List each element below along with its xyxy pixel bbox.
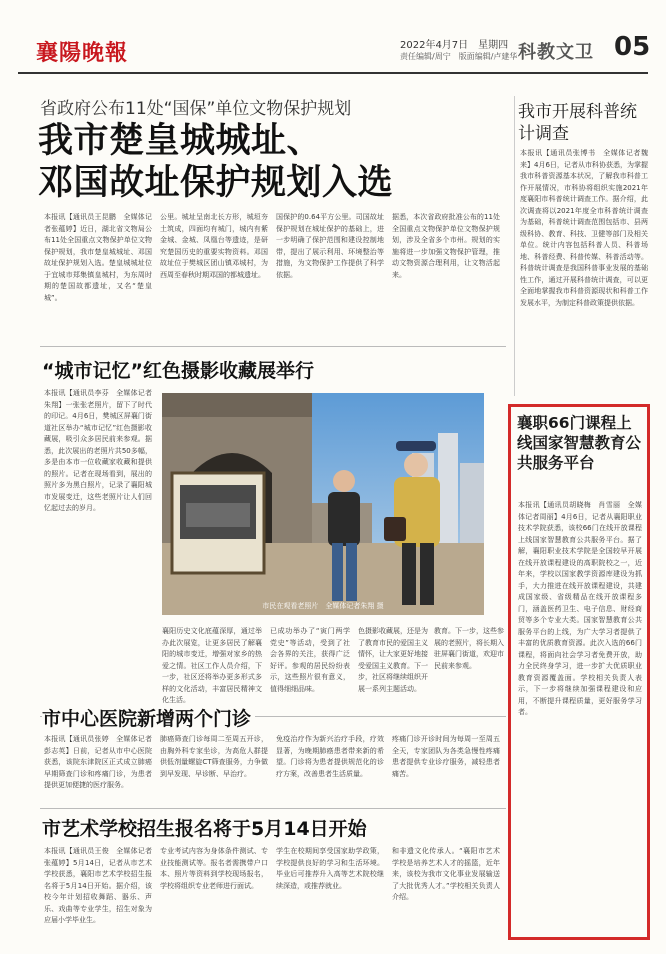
memory-column-4: 色摄影收藏展，还是为了教育市民的爱国主义情怀，让大家更好地接受爱国主义教育。下一步，社区将继续组织开展一系列主题活动。 — [358, 627, 428, 693]
section-divider — [40, 346, 506, 347]
issue-date: 2022年4月7日 星期四 — [400, 40, 509, 51]
memory-column-5: 教育。下一步，这些参展的老照片，将长期入驻屏襄门街道，欢迎市民前来参观。 — [434, 627, 504, 670]
memory-column-1: 本报讯【通讯员李芬 全媒体记者朱翔】一张张老照片，留下了时代的印记。4月6日，樊城区屏襄门街道社区举办“城市记忆”红色摄影收藏展，吸引众多居民前来参观。据悉，此次展出的老照片共50多幅，多是由本市一位收藏家收藏和提供的照片。记者在现场看到，展出的照片多为黑白照片，记录了襄阳城市发展变迁，这些老照片让人们回忆起过去的岁月。 — [44, 389, 152, 512]
art-column-3: 学生在校期间享受国家助学政策，学校提供良好的学习和生活环境。毕业后可推荐升入高等艺术院校继续深造，或推荐就业。 — [276, 847, 384, 890]
lead-column-3: 国保护的0.64平方公里。司国故址保护规划在城址保护的基础上，进一步明确了保护范围和建设控制地带，提出了展示利用、环境整治等措施，为文物保护工作提供了科学依据。 — [276, 213, 384, 279]
exhibition-photo-illustration — [162, 393, 484, 615]
lead-kicker: 省政府公布11处“国保”单位文物保护规划 — [40, 99, 352, 119]
photo-caption: 市民在观看老照片 全媒体记者朱翔 摄 — [262, 602, 384, 610]
sidebar-body: 本报讯【通讯员张博书 全媒体记者魏来】4月6日，记者从市科协获悉，为掌握我市科普资源基本状况，了解我市科普工作开展情况，市科协将组织实施2021年度襄阳市科普统计调查工作。据介绍，此次调查将以2021年度全市科普统计调查为基础，科普统计调查范围包括市、县两级科协、教育、科技、卫健等部门及相关单位。统计内容包括科普人员、科普场地、科普经费、科普传媒、科普活动等。科普统计调查是我国科普事业发展的基础性工作，通过开展科普统计调查，可以更全面地掌握我市科普资源现状和科普工作发展水平，为制定科普政策提供依据。 — [520, 149, 648, 307]
memory-column-2: 襄阳历史文化底蕴深厚，通过举办此次展览，让更多居民了解襄阳的城市变迁，增强对家乡的热爱之情。社区工作人员介绍，下一步，社区还将举办更多形式多样的文化活动，丰富居民精神文化生活。 — [162, 627, 262, 704]
newspaper-logo: 襄陽晚報 — [36, 40, 129, 66]
hospital-headline: 市中心医院新增两个门诊 — [42, 704, 255, 731]
hospital-column-3: 免疫治疗作为新兴治疗手段，疗效显著，为晚期肺癌患者带来新的希望。门诊将为患者提供规范化的诊疗方案，改善患者生活质量。 — [276, 735, 384, 778]
lead-column-2: 公里。城址呈南北长方形，城垣夯土筑成，四面均有城门，城内有紫金城、金城、凤凰台等遗迹，是研究楚国历史的重要实物资料。邓国故址位于樊城区团山镇邓城村，为西周至春秋时期邓国的都城遗址。 — [160, 213, 268, 279]
memory-column-3: 已成功举办了“寅门两学党史”等活动，受到了社会各界的关注，获得广泛好评。参观的居民纷纷表示，这些照片很有意义，值得细细品味。 — [270, 627, 350, 693]
hospital-column-4: 疼痛门诊开诊时间为每周一至周五全天，专家团队为各类急慢性疼痛患者提供专业诊疗服务，减轻患者痛苦。 — [392, 735, 500, 778]
art-column-4: 和非遗文化传承人。“襄阳市艺术学校是培养艺术人才的摇篮，近年来，该校为我市文化事业发展输送了大批优秀人才。”学校相关负责人介绍。 — [392, 847, 500, 901]
hospital-column-1: 本报讯【通讯员张婷 全媒体记者彭志英】日前，记者从市中心医院获悉，该院东津院区正式成立肺癌早期筛查门诊和疼痛门诊，为患者提供更加便捷的医疗服务。 — [44, 735, 152, 789]
editor-credits: 责任编辑/周宁 版面编辑/卢建华 — [400, 52, 518, 61]
masthead — [18, 30, 651, 74]
art-column-2: 专业考试内容为身体条件测试、专业技能测试等。报名者需携带户口本、照片等资料到学校现场报名，学校将组织专业老师进行面试。 — [160, 847, 268, 890]
sidebar-headline: 我市开展科普统计调查 — [518, 102, 637, 144]
lead-column-1: 本报讯【通讯员王昆鹏 全媒体记者张蕴婷】近日，湖北省文物局公布11处全国重点文物保护单位文物保护规划，我市楚皇城城址、邓国故址保护规划入选。楚皇城城址位于宜城市郑集镇皇城村，为东周时期的楚国故都遗址，又名“楚皇城”。 — [44, 213, 152, 302]
exhibition-photo — [162, 393, 484, 615]
highlight-headline: 襄职66门课程上线国家智慧教育公共服务平台 — [517, 414, 642, 472]
memory-headline: “城市记忆”红色摄影收藏展举行 — [42, 360, 314, 382]
page-number: 05 — [614, 32, 651, 62]
sidebar-rule — [514, 96, 515, 396]
lead-headline-line2: 邓国故址保护规划入选 — [38, 163, 394, 203]
highlight-body: 本报讯【通讯员胡晓梅 肖雪丽 全媒体记者周丽】4月6日，记者从襄阳职业技术学院获悉，该校66门在线开放课程上线国家智慧教育公共服务平台。据了解，襄阳职业技术学院是全国较早开展在线开放课程建设的高职院校之一，近年来，学校以国家教学资源库建设为抓手，大力推进在线开放课程建设，共建成国家级、省级精品在线开放课程多门，涵盖医药卫生、电子信息、财经商贸等多个专业大类。国家智慧教育公共服务平台的上线，为广大学习者提供了丰富的优质教育资源。此次入选的66门课程，将面向社会学习者免费开放，助力全民终身学习，进一步扩大优质职业教育资源覆盖面。学校相关负责人表示，下一步将继续加强课程建设和应用，不断提升课程质量，更好服务学习者。 — [518, 501, 642, 716]
hospital-column-2: 肺癌筛查门诊每周二至周五开诊，由胸外科专家坐诊，为高危人群提供低剂量螺旋CT筛查服务，力争做到早发现、早诊断、早治疗。 — [160, 735, 268, 778]
art-column-1: 本报讯【通讯员王俊 全媒体记者张蕴婷】5月14日，记者从市艺术学校获悉，襄阳市艺术学校招生报名将于5月14日开始。据介绍，该校今年计划招收舞蹈、器乐、声乐、戏曲等专业学生，招生对象为应届小学毕业生。 — [44, 847, 152, 924]
lead-column-4: 据悉，本次省政府批准公布的11处全国重点文物保护单位文物保护规划，涉及全省多个市州。规划的实施将进一步加强文物保护管理，推动文物资源合理利用，让文物活起来。 — [392, 213, 500, 279]
lead-headline-line1: 我市楚皇城城址、 — [38, 121, 323, 161]
section-name: 科教文卫 — [518, 42, 594, 63]
art-school-headline: 市艺术学校招生报名将于5月14日开始 — [42, 818, 367, 840]
lead-headline — [38, 120, 508, 204]
section-divider — [40, 808, 506, 809]
